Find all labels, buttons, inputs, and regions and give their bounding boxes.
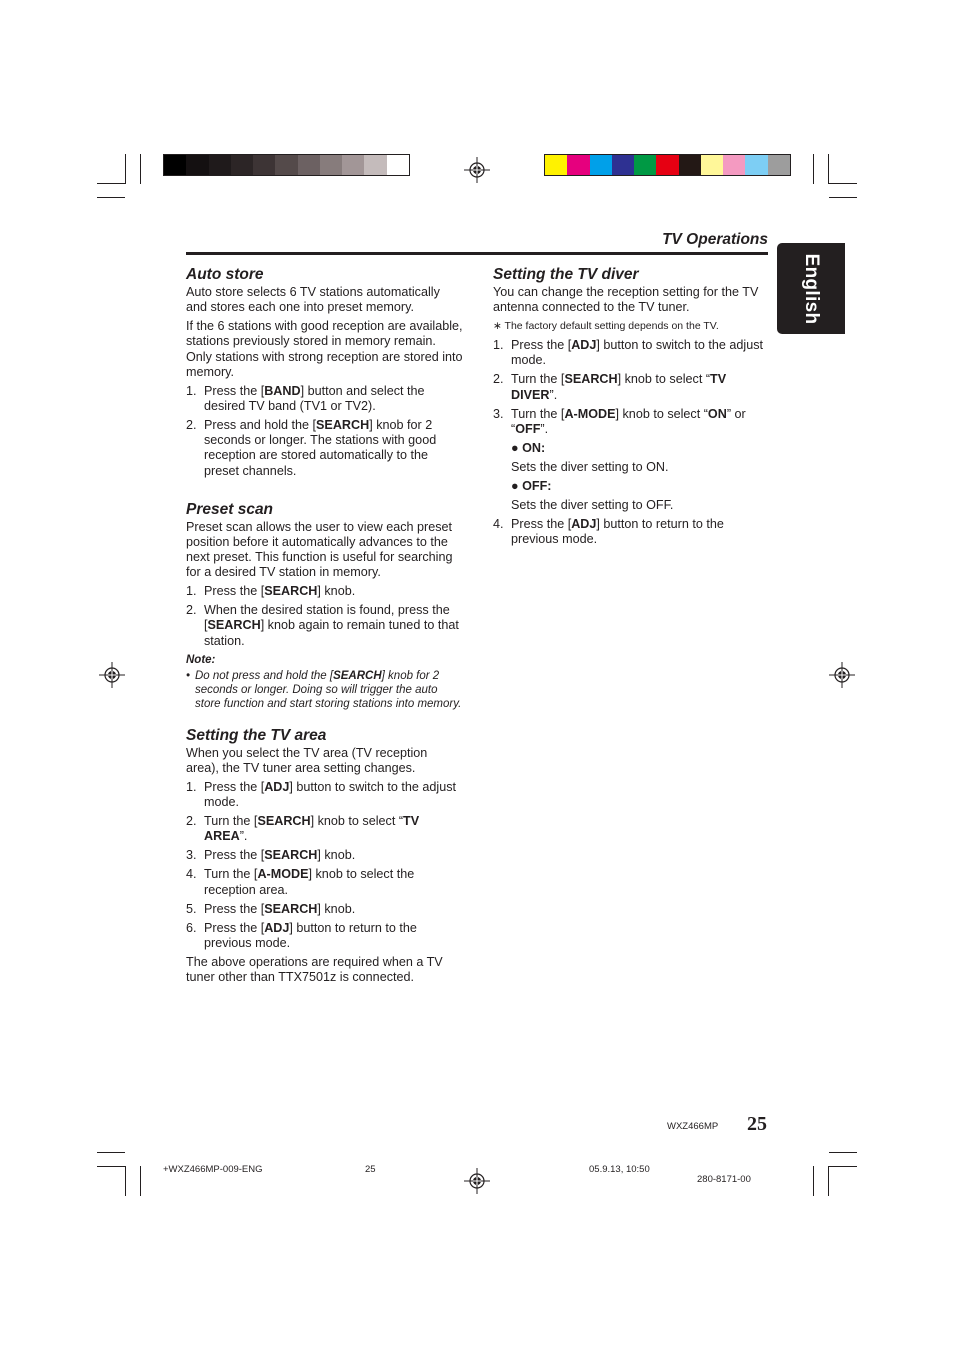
key-label: OFF xyxy=(515,421,541,436)
page-number: 25 xyxy=(747,1113,767,1135)
option-off-desc: Sets the diver setting to OFF. xyxy=(511,497,674,512)
key-label: A-MODE xyxy=(564,406,616,421)
calibration-swatch xyxy=(745,155,767,175)
step-number: 1. xyxy=(186,584,197,599)
key-label: SEARCH xyxy=(264,584,318,599)
calibration-swatch xyxy=(567,155,589,175)
section-title: TV Operations xyxy=(662,231,768,248)
key-label: SEARCH xyxy=(264,848,318,863)
note-heading: Note: xyxy=(186,653,216,666)
color-calibration-bar xyxy=(544,154,791,176)
key-label: TV AREA xyxy=(204,814,420,844)
calibration-swatch xyxy=(545,155,567,175)
tv-diver-para: You can change the reception setting for the TV antenna connected to the TV tuner. xyxy=(493,285,759,315)
step-number: 4. xyxy=(493,516,504,531)
key-label: A-MODE xyxy=(257,867,309,882)
list-item: 1. Press the [SEARCH] knob. xyxy=(186,584,356,599)
step-number: 3. xyxy=(493,406,504,421)
calibration-swatch xyxy=(701,155,723,175)
left-column xyxy=(186,266,463,989)
calibration-swatch xyxy=(275,155,297,175)
key-label: ADJ xyxy=(571,338,597,353)
calibration-swatch xyxy=(656,155,678,175)
calibration-swatch xyxy=(342,155,364,175)
tv-area-heading: Setting the TV area xyxy=(186,726,327,744)
key-label: ADJ xyxy=(264,780,290,795)
list-item: 3. Turn the [A-MODE] knob to select “ON” or “OFF”. xyxy=(493,406,746,436)
list-item: 5. Press the [SEARCH] knob. xyxy=(186,901,356,916)
grayscale-calibration-bar xyxy=(163,154,410,176)
calibration-swatch xyxy=(387,155,409,175)
key-label: SEARCH xyxy=(333,669,382,682)
note-item: • Do not press and hold the [SEARCH] knob for 2 seconds or longer. Doing so will trigger the auto store function and start storing stations into memory. xyxy=(186,669,462,710)
default-setting-note: ∗ The factory default setting depends on the TV. xyxy=(493,320,719,333)
step-number: 4. xyxy=(186,867,197,882)
right-column xyxy=(493,266,770,551)
key-label: SEARCH xyxy=(264,901,318,916)
option-off-label: ● OFF: xyxy=(511,478,552,493)
list-item: 2. Press and hold the [SEARCH] knob for 2 seconds or longer. The stations with good reception are stored automatically to the preset channels. xyxy=(186,418,437,478)
registration-target-icon xyxy=(464,1168,490,1194)
calibration-swatch xyxy=(298,155,320,175)
calibration-swatch xyxy=(186,155,208,175)
step-number: 6. xyxy=(186,920,197,935)
auto-store-heading: Auto store xyxy=(186,266,264,283)
step-number: 3. xyxy=(186,848,197,863)
list-item: 3. Press the [SEARCH] knob. xyxy=(186,848,356,863)
option-on-desc: Sets the diver setting to ON. xyxy=(511,459,669,474)
calibration-swatch xyxy=(231,155,253,175)
auto-store-para: If the 6 stations with good reception are available, stations previously stored in memory remain. Only stations with strong reception are stored into memory. xyxy=(186,319,463,379)
registration-target-icon xyxy=(464,157,490,183)
key-label: SEARCH xyxy=(316,418,370,433)
part-number: 280-8171-00 xyxy=(697,1174,751,1185)
calibration-swatch xyxy=(679,155,701,175)
calibration-swatch xyxy=(209,155,231,175)
calibration-swatch xyxy=(590,155,612,175)
registration-target-icon xyxy=(829,662,855,688)
tv-area-closing: The above operations are required when a TV tuner other than TTX7501z is connected. xyxy=(186,954,443,985)
file-id: +WXZ466MP-009-ENG xyxy=(163,1164,263,1175)
registration-target-icon xyxy=(99,662,125,688)
language-tab xyxy=(777,243,845,334)
list-item: 1. Press the [ADJ] button to switch to the adjust mode. xyxy=(493,338,764,368)
step-number: 5. xyxy=(186,901,197,916)
step-number: 2. xyxy=(186,814,197,829)
step-number: 1. xyxy=(186,780,197,795)
list-item: 2. Turn the [SEARCH] knob to select “TV AREA”. xyxy=(186,814,420,844)
calibration-swatch xyxy=(164,155,186,175)
file-page: 25 xyxy=(365,1164,376,1175)
option-on-label: ● ON: xyxy=(511,440,546,455)
header-rule xyxy=(186,252,768,255)
list-item: 4. Turn the [A-MODE] knob to select the reception area. xyxy=(186,867,415,897)
list-item: 1. Press the [BAND] button and select the desired TV band (TV1 or TV2). xyxy=(186,383,425,414)
list-item: 2. Turn the [SEARCH] knob to select “TV DIVER”. xyxy=(493,372,727,402)
step-number: 1. xyxy=(186,383,197,398)
auto-store-para: Auto store selects 6 TV stations automatically and stores each one into preset memory. xyxy=(186,285,440,315)
calibration-swatch xyxy=(253,155,275,175)
tv-area-para: When you select the TV area (TV reception area), the TV tuner area setting changes. xyxy=(186,745,428,776)
key-label: ADJ xyxy=(264,920,290,935)
list-item: 4. Press the [ADJ] button to return to the previous mode. xyxy=(493,516,724,547)
preset-scan-heading: Preset scan xyxy=(186,500,274,518)
key-label: ADJ xyxy=(571,516,597,531)
calibration-swatch xyxy=(723,155,745,175)
list-item: 2. When the desired station is found, press the [SEARCH] knob again to remain tuned to that station. xyxy=(186,603,459,648)
step-number: 1. xyxy=(493,338,504,353)
key-label: TV DIVER xyxy=(511,372,727,402)
model-code: WXZ466MP xyxy=(667,1121,719,1132)
calibration-swatch xyxy=(612,155,634,175)
key-label: ON xyxy=(707,406,727,421)
calibration-swatch xyxy=(364,155,386,175)
step-number: 2. xyxy=(186,603,197,618)
key-label: SEARCH xyxy=(257,814,311,829)
language-tab-label: English xyxy=(801,253,822,324)
list-item: 1. Press the [ADJ] button to switch to the adjust mode. xyxy=(186,780,457,810)
step-number: 2. xyxy=(186,418,197,433)
key-label: BAND xyxy=(264,383,301,398)
key-label: SEARCH xyxy=(564,372,618,387)
calibration-swatch xyxy=(768,155,790,175)
preset-scan-para: Preset scan allows the user to view each preset position before it automatically advances to the next preset. This function is useful for searching for a desired TV station in memory. xyxy=(186,519,453,580)
tv-diver-heading: Setting the TV diver xyxy=(493,266,639,283)
calibration-swatch xyxy=(320,155,342,175)
calibration-swatch xyxy=(634,155,656,175)
step-number: 2. xyxy=(493,372,504,387)
key-label: SEARCH xyxy=(207,618,261,633)
list-item: 6. Press the [ADJ] button to return to the previous mode. xyxy=(186,920,417,950)
print-date: 05.9.13, 10:50 xyxy=(589,1164,650,1175)
